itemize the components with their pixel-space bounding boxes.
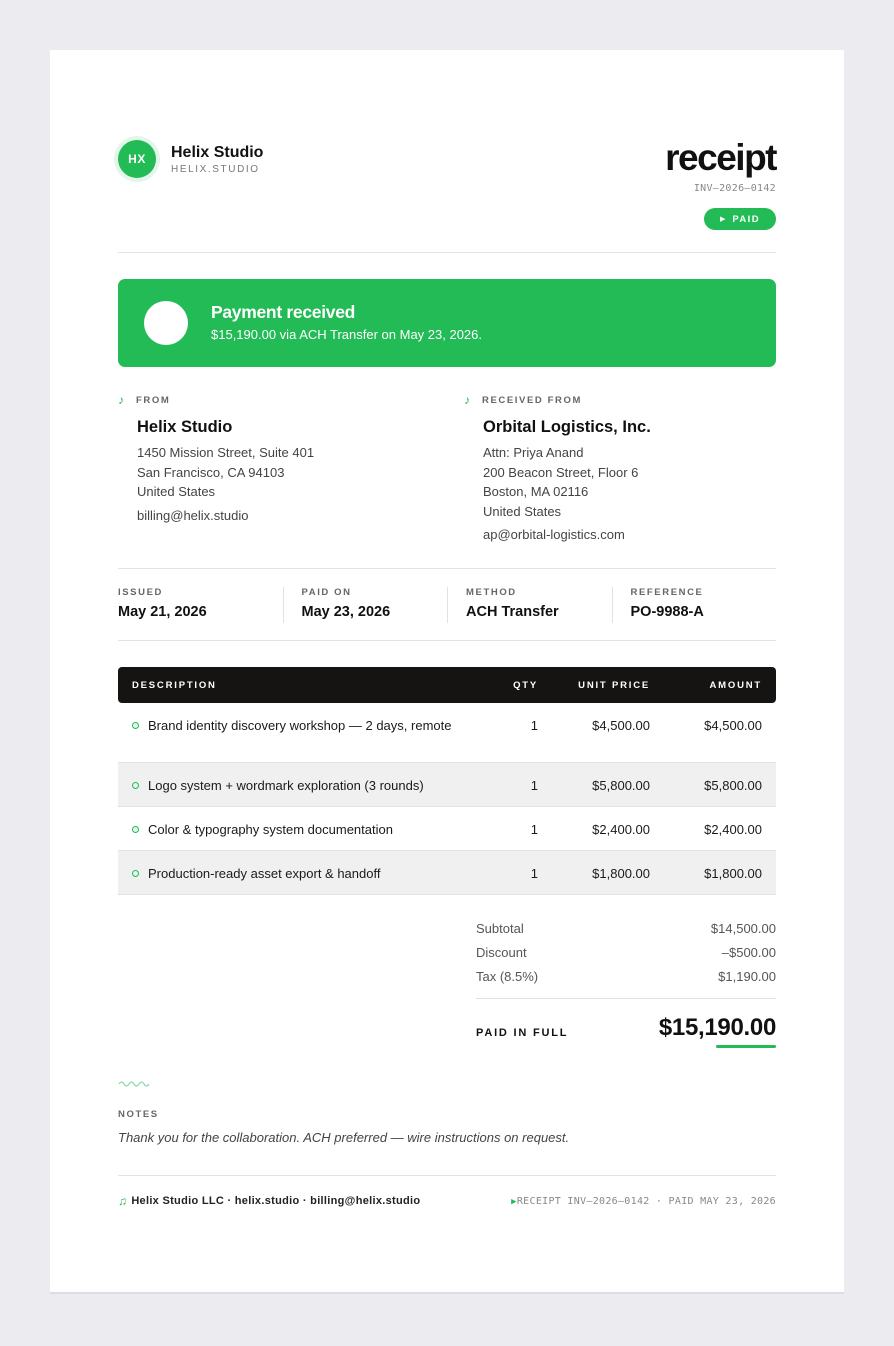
row-amount: $4,500.00 [704,718,762,733]
brand [118,140,263,178]
line-items-table [118,667,776,895]
party-to-name: Orbital Logistics, Inc. [483,418,651,436]
address-line: United States [137,484,216,499]
meta-label: PAID ON [301,587,352,598]
discount-label: Discount [476,945,527,960]
subtotal-label: Subtotal [476,921,524,936]
row-amount: $5,800.00 [704,778,762,793]
party-to-label-text: RECEIVED FROM [482,394,582,406]
row-description-text: Brand identity discovery workshop — 2 days, remote [148,718,452,733]
row-description [118,851,486,895]
footer-company-text: Helix Studio LLC · helix.studio · billing@helix.studio [131,1195,421,1207]
meta-value: May 21, 2026 [118,604,207,620]
notes-label: NOTES [118,1109,159,1120]
banner-text: $15,190.00 via ACH Transfer on May 23, 2026. [211,327,483,342]
party-from [118,393,418,523]
subtotal-value: $14,500.00 [710,921,776,936]
row-description [118,763,486,807]
meta-label: REFERENCE [630,587,704,598]
bullet-dot-icon [132,826,139,833]
footer-reference-text: RECEIPT INV–2026–0142 · PAID MAY 23, 2026 [516,1196,776,1207]
footer-divider [118,1175,776,1176]
address-line: 200 Beacon Street, Floor 6 [483,464,639,480]
meta-bottom-divider [118,640,776,641]
table-header [118,667,776,703]
row-unit-price: $4,500.00 [592,718,650,733]
party-from-name: Helix Studio [137,418,233,436]
party-from-email: billing@helix.studio [137,507,249,523]
brand-logo: HX [118,140,156,178]
play-triangle-icon: ▶ [720,216,726,223]
table-row [118,763,776,807]
music-note-icon: ♪ [464,393,470,407]
tax-label: Tax (8.5%) [476,969,539,984]
music-note-icon: ♫ [118,1194,128,1208]
brand-name: Helix Studio [171,144,264,161]
address-line: San Francisco, CA 94103 [137,464,285,480]
meta-label: ISSUED [118,587,163,598]
row-qty: 1 [530,718,538,733]
row-amount: $2,400.00 [704,822,762,837]
bullet-dot-icon [132,870,139,877]
party-from-body [137,417,418,523]
row-unit-price: $5,800.00 [592,778,650,793]
address-line: Boston, MA 02116 [483,484,589,499]
row-unit-price: $1,800.00 [592,866,650,881]
status-label: PAID [732,213,760,225]
play-triangle-icon: ▶ [511,1197,517,1207]
row-qty: 1 [530,778,538,793]
grand-total-underline [716,1045,776,1048]
meta-value: PO-9988-A [630,604,704,620]
row-amount: $1,800.00 [704,866,762,881]
music-note-icon: ♪ [118,393,124,407]
subtotal-row [476,920,776,944]
row-qty: 1 [530,822,538,837]
party-from-label-text: FROM [136,394,171,406]
bullet-dot-icon [132,722,139,729]
tax-row [476,968,776,992]
header-amount: AMOUNT [709,679,762,691]
brand-text [171,143,263,175]
banner-circle-icon [144,301,188,345]
meta-reference [612,587,777,623]
discount-row [476,944,776,968]
party-from-address [137,443,418,502]
grand-total-label: PAID IN FULL [476,1027,569,1039]
table-row [118,851,776,895]
address-line: 1450 Mission Street, Suite 401 [137,445,315,460]
row-description-text: Color & typography system documentation [148,822,393,837]
notes-text: Thank you for the collaboration. ACH preferred — wire instructions on request. [118,1130,570,1145]
party-to-address [483,443,764,521]
totals-divider [476,998,776,999]
document-title: receipt [665,137,776,178]
row-description [118,807,486,851]
meta-row [118,587,776,623]
payment-banner [118,279,776,367]
row-qty: 1 [530,866,538,881]
meta-value: ACH Transfer [466,604,559,620]
row-unit-price: $2,400.00 [592,822,650,837]
table-row [118,703,776,763]
address-line: United States [483,503,562,519]
document-number: INV–2026–0142 [693,183,776,194]
banner-title: Payment received [211,302,356,322]
footer-company [118,1194,420,1208]
meta-label: METHOD [466,587,517,598]
header-unit-price: UNIT PRICE [578,679,650,691]
party-to-email: ap@orbital-logistics.com [483,527,625,542]
status-badge [704,208,776,230]
receipt-content [118,50,776,1292]
bullet-dot-icon [132,782,139,789]
brand-domain: HELIX.STUDIO [171,164,260,175]
header-description: DESCRIPTION [132,679,217,691]
meta-paid-on [283,587,448,623]
meta-value: May 23, 2026 [301,604,391,620]
squiggle-icon [118,1079,152,1089]
party-to [464,393,764,542]
party-to-label [464,393,764,407]
discount-value: –$500.00 [721,945,776,960]
meta-top-divider [118,568,776,569]
row-description-text: Production-ready asset export & handoff [148,866,381,881]
header-qty: QTY [513,679,538,691]
grand-total-value: $15,190.00 [658,1014,776,1041]
meta-method [447,587,612,623]
receipt-sheet [50,50,844,1292]
meta-issued [118,587,283,623]
party-to-body [483,417,764,542]
footer-reference [511,1196,776,1207]
address-line: Attn: Priya Anand [483,445,584,460]
table-row [118,807,776,851]
row-description [118,703,486,747]
totals [476,920,776,999]
row-description-text: Logo system + wordmark exploration (3 rounds) [148,778,424,793]
party-from-label [118,393,418,407]
header-divider [118,252,776,253]
tax-value: $1,190.00 [718,969,776,984]
